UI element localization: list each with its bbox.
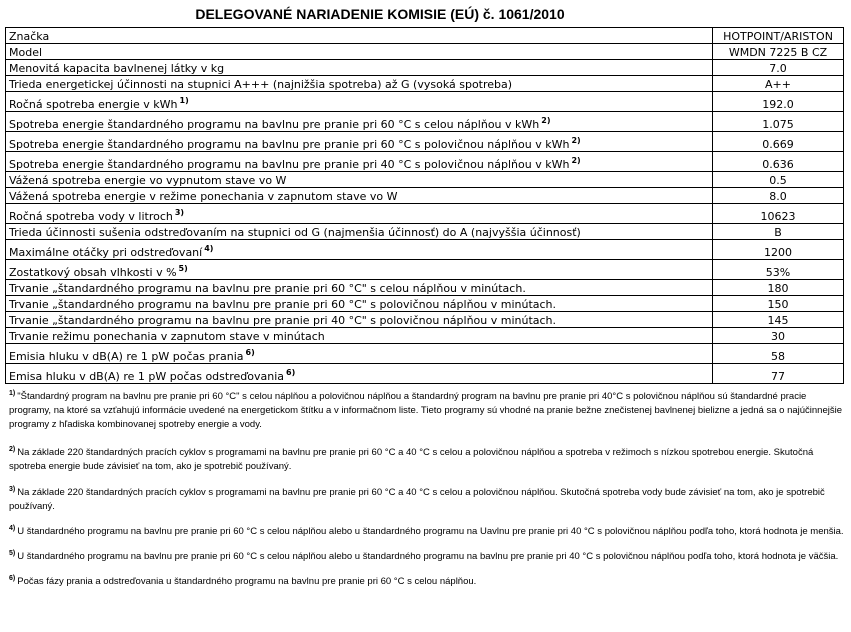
- footnote-text: U štandardného programu na bavlnu pre pranie pri 60 °C s celou náplňou alebo u štandardného programu na Uavlnu pre pranie pri 40 °C s polovičnou náplňou podľa toho, ktorá hodnota je menšia.: [17, 526, 844, 537]
- table-row: [6, 280, 844, 296]
- row-value: WMDN 7225 B CZ: [713, 44, 844, 60]
- row-value: 30: [713, 328, 844, 344]
- footnote-text: Na základe 220 štandardných pracích cyklov s programami na bavlnu pre pranie pri 60 °C a 40 °C s celou a polovičnou náplňou. Skutočná spotreba vody bude závisieť na tom, ako je spotrebič používaný.: [9, 487, 825, 512]
- table-row: [6, 240, 844, 260]
- table-row: [6, 60, 844, 76]
- row-label: Značka: [6, 28, 713, 44]
- table-row: [6, 152, 844, 172]
- footnote-text: Počas fázy prania a odstreďovania u štandardného programu na bavlnu pre pranie pri 60 °C s celou náplňou.: [17, 576, 477, 587]
- row-label: Spotreba energie štandardného programu na bavlnu pre pranie pri 60 °C s polovičnou náplňou v kWh $^{2)}$: [6, 132, 713, 152]
- table-row: [6, 112, 844, 132]
- table-row: [6, 44, 844, 60]
- row-value: 192.0: [713, 92, 844, 112]
- footnote: [9, 550, 844, 564]
- footnote: [9, 525, 844, 539]
- row-value: 0.669: [713, 132, 844, 152]
- footnote-number: 5): [9, 550, 16, 557]
- row-label: Ročná spotreba vody v litroch $^{3)}$: [6, 204, 713, 224]
- row-value: A++: [713, 76, 844, 92]
- row-label: Trvanie „štandardného programu na bavlnu pre pranie pri 40 °C" s polovičnou náplňou v minútach.: [6, 312, 713, 328]
- row-value: 77: [713, 364, 844, 384]
- footnote-number: 2): [9, 446, 16, 453]
- row-value: 1.075: [713, 112, 844, 132]
- footnote-ref: 2): [571, 136, 581, 145]
- footnote-ref: 1): [179, 96, 189, 105]
- document-title: DELEGOVANÉ NARIADENIE KOMISIE (EÚ) č. 1061/2010: [195, 6, 565, 22]
- table-row: [6, 132, 844, 152]
- row-label: Trvanie „štandardného programu na bavlnu pre pranie pri 60 °C" s polovičnou náplňou v minútach.: [6, 296, 713, 312]
- row-label: Maximálne otáčky pri odstreďovaní $^{4)}$: [6, 240, 713, 260]
- row-value: 145: [713, 312, 844, 328]
- table-row: [6, 188, 844, 204]
- row-label: Vážená spotreba energie v režime ponechania v zapnutom stave vo W: [6, 188, 713, 204]
- row-value: 0.636: [713, 152, 844, 172]
- row-value: 7.0: [713, 60, 844, 76]
- row-label: Trvanie režimu ponechania v zapnutom stave v minútach: [6, 328, 713, 344]
- row-value: HOTPOINT/ARISTON: [713, 28, 844, 44]
- footnote-number: 3): [9, 486, 16, 493]
- table-row: [6, 296, 844, 312]
- table-row: [6, 92, 844, 112]
- row-value: 150: [713, 296, 844, 312]
- row-label: Trvanie „štandardného programu na bavlnu pre pranie pri 60 °C" s celou náplňou v minútach.: [6, 280, 713, 296]
- table-row: [6, 260, 844, 280]
- footnote-text: U štandardného programu na bavlnu pre pranie pri 60 °C s celou náplňou alebo u štandardného programu na bavlnu pre pranie pri 40 °C s polovičnou náplňou podľa toho, ktorá hodnota je väčšia.: [17, 551, 839, 562]
- footnote-number: 6): [9, 575, 16, 582]
- footnote-number: 1): [9, 390, 16, 397]
- row-value: 58: [713, 344, 844, 364]
- footnote-text: Na základe 220 štandardných pracích cyklov s programami na bavlnu pre pranie pri 60 °C a 40 °C s celou a polovičnou náplňou a spotreba v režimoch s nízkou spotrebou energie. Skutočná spotreba energie bude závisieť na tom, ako je spotrebič používaný.: [9, 447, 814, 472]
- footnote-ref: 2): [541, 116, 551, 125]
- row-label: Trieda energetickej účinnosti na stupnici A+++ (najnižšia spotreba) až G (vysoká spotreba): [6, 76, 713, 92]
- row-label: Spotreba energie štandardného programu na bavlnu pre pranie pri 60 °C s celou náplňou v kWh $^{2)}$: [6, 112, 713, 132]
- row-value: 1200: [713, 240, 844, 260]
- footnote: [9, 390, 844, 432]
- table-row: [6, 76, 844, 92]
- row-value: B: [713, 224, 844, 240]
- row-label: Zostatkový obsah vlhkosti v % $^{5)}$: [6, 260, 713, 280]
- footnote-ref: 6): [245, 348, 255, 357]
- row-label: Ročná spotreba energie v kWh $^{1)}$: [6, 92, 713, 112]
- row-value: 10623: [713, 204, 844, 224]
- footnote-number: 4): [9, 525, 16, 532]
- table-row: [6, 28, 844, 44]
- table-row: [6, 364, 844, 384]
- footnote: [9, 446, 844, 474]
- footnote-ref: 2): [571, 156, 581, 165]
- row-value: 180: [713, 280, 844, 296]
- row-value: 8.0: [713, 188, 844, 204]
- table-row: [6, 328, 844, 344]
- row-label: Menovitá kapacita bavlnenej látky v kg: [6, 60, 713, 76]
- table-row: [6, 172, 844, 188]
- footnote: [9, 575, 844, 589]
- row-label: Spotreba energie štandardného programu na bavlnu pre pranie pri 40 °C s polovičnou náplňou v kWh $^{2)}$: [6, 152, 713, 172]
- row-label: Emisa hluku v dB(A) re 1 pW počas odstreďovania $^{6)}$: [6, 364, 713, 384]
- table-row: [6, 204, 844, 224]
- row-value: 53%: [713, 260, 844, 280]
- row-label: Vážená spotreba energie vo vypnutom stave vo W: [6, 172, 713, 188]
- row-value: 0.5: [713, 172, 844, 188]
- footnote-ref: 4): [204, 244, 214, 253]
- table-row: [6, 312, 844, 328]
- footnote-ref: 5): [178, 264, 188, 273]
- row-label: Trieda účinnosti sušenia odstreďovaním na stupnici od G (najmenšia účinnosť) do A (najvyššia účinnosť): [6, 224, 713, 240]
- footnote-ref: 6): [286, 368, 296, 377]
- footnote: [9, 486, 844, 514]
- row-label: Model: [6, 44, 713, 60]
- footnote-text: "Štandardný program na bavlnu pre pranie pri 60 °C" s celou náplňou a polovičnou náplňou a štandardný program na bavlnu pre pranie pri 40°C s polovičnou náplňou sú štandardné pracie programy, na ktoré sa vzťahujú informácie uvedené na energetickom štítku a v informačnom liste. Tieto programy sú vhodné na pranie bežne znečistenej bavlnenej bielizne a jedná sa o najúčinnejšie programy z hľadiska kombinovanej spotreby energie a vody.: [9, 391, 842, 430]
- table-row: [6, 344, 844, 364]
- specification-table: [5, 27, 844, 384]
- footnote-ref: 3): [174, 208, 185, 217]
- row-label: Emisia hluku v dB(A) re 1 pW počas prania $^{6)}$: [6, 344, 713, 364]
- footnotes: [9, 390, 844, 589]
- table-row: [6, 224, 844, 240]
